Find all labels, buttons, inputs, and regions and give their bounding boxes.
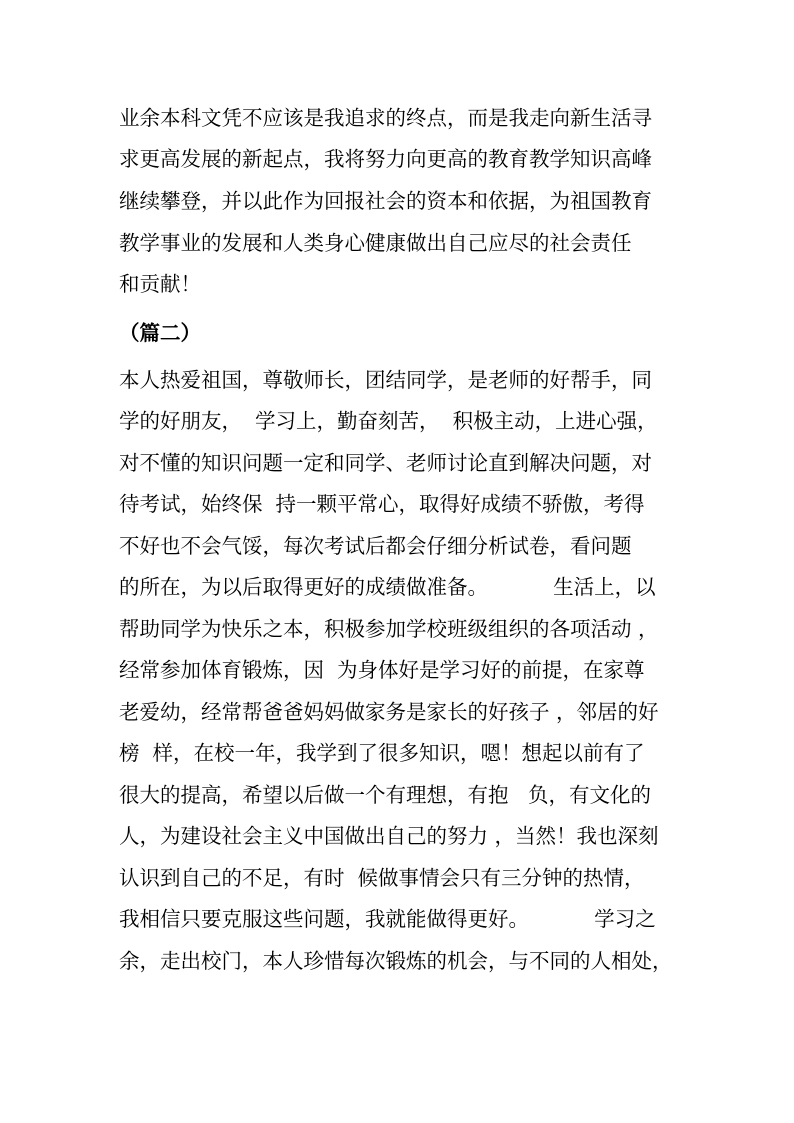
paragraph-line: 学的好朋友， 学习上，勤奋刻苦， 积极主动，上进心强， <box>119 409 658 433</box>
paragraph-line: 我相信只要克服这些问题，我就能做得更好。 学习之 <box>119 907 656 931</box>
paragraph-line: 待考试，始终保 持一颗平常心，取得好成绩不骄傲，考得 <box>119 492 645 516</box>
paragraph-line: 认识到自己的不足，有时 候做事情会只有三分钟的热情， <box>119 866 645 890</box>
paragraph-line: 和贡献！ <box>119 272 201 296</box>
paragraph-line: 教学事业的发展和人类身心健康做出自己应尽的社会责任 <box>119 231 632 255</box>
paragraph-line: 很大的提高，希望以后做一个有理想，有抱 负，有文化的 <box>119 783 652 807</box>
paragraph-line: 本人热爱祖国，尊敬师长，团结同学，是老师的好帮手，同 <box>119 368 652 392</box>
paragraph-line: 业余本科文凭不应该是我追求的终点，而是我走向新生活寻 <box>119 106 652 130</box>
paragraph-line: 人，为建设社会主义中国做出自己的努力 ，当然！我也深刻 <box>119 824 659 848</box>
paragraph-line: 求更高发展的新起点，我将努力向更高的教育教学知识高峰 <box>119 147 652 171</box>
section-heading: （篇二） <box>119 321 201 345</box>
paragraph-line: 继续攀登，并以此作为回报社会的资本和依据，为祖国教育 <box>119 189 652 213</box>
paragraph-line: 老爱幼，经常帮爸爸妈妈做家务是家长的好孩子 ，邻居的好 <box>119 700 659 724</box>
paragraph-line: 不好也不会气馁，每次考试后都会仔细分析试卷，看问题 <box>119 534 632 558</box>
paragraph-line: 对不懂的知识问题一定和同学、老师讨论直到解决问题，对 <box>119 451 652 475</box>
paragraph-line: 经常参加体育锻炼，因 为身体好是学习好的前提，在家尊 <box>119 658 645 682</box>
paragraph-line: 帮助同学为快乐之本，积极参加学校班级组织的各项活动 ， <box>119 617 659 641</box>
paragraph-line: 的所在，为以后取得更好的成绩做准备。 生活上，以 <box>119 575 656 599</box>
paragraph-line: 榜 样，在校一年，我学到了很多知识，嗯！想起以前有了 <box>119 741 645 765</box>
paragraph-line: 余，走出校门，本人珍惜每次锻炼的机会，与不同的人相处， <box>119 949 673 973</box>
